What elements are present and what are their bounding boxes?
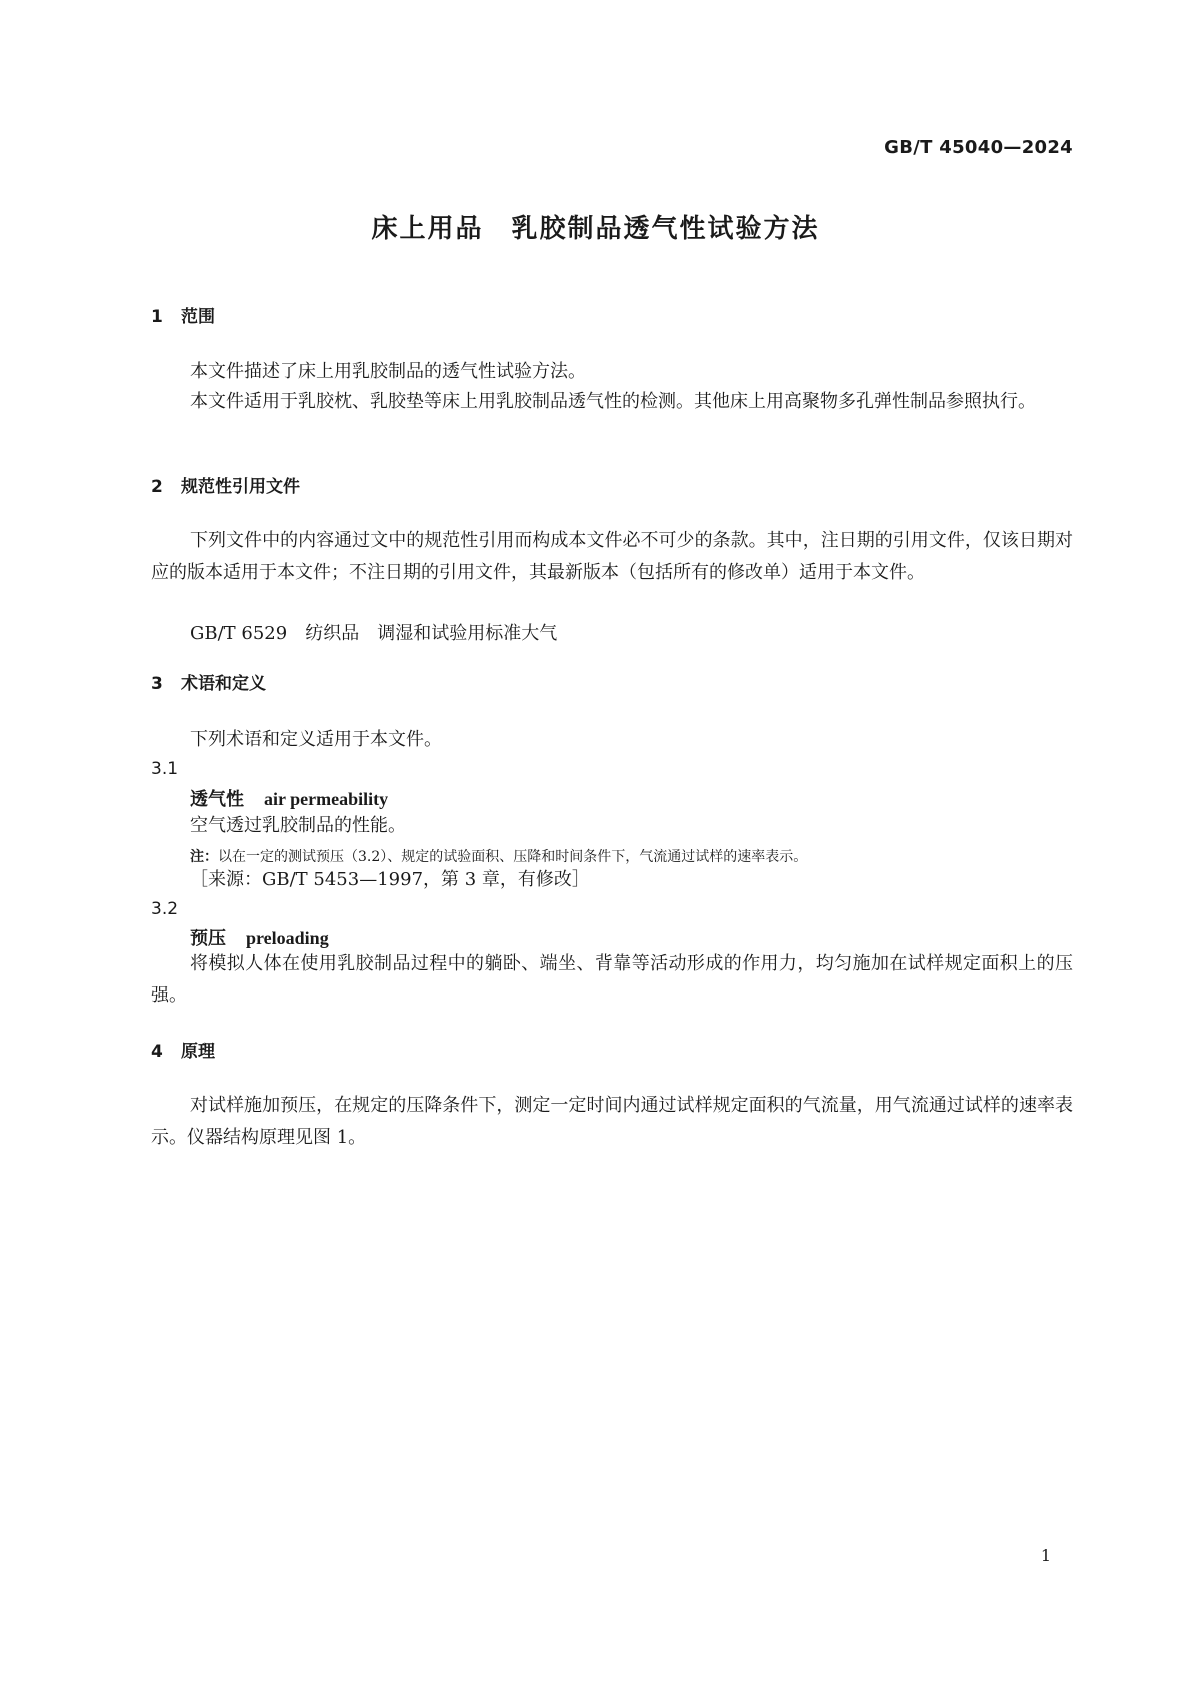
- term-3-2: [190, 924, 329, 950]
- term-3-1-definition: 空气透过乳胶制品的性能。: [190, 815, 406, 836]
- section-1-paragraph-1: 本文件描述了床上用乳胶制品的透气性试验方法。: [190, 361, 586, 382]
- term-3-2-chinese: 预压: [190, 928, 226, 949]
- term-3-2-definition: 将模拟人体在使用乳胶制品过程中的躺卧、端坐、背靠等活动形成的作用力，均匀施加在试样规定面积上的压强。: [151, 953, 1073, 1006]
- section-1-paragraph-2: 本文件适用于乳胶枕、乳胶垫等床上用乳胶制品透气性的检测。其他床上用高聚物多孔弹性制品参照执行。: [190, 391, 1036, 412]
- term-3-1-source: ［来源：GB/T 5453—1997，第 3 章，有修改］: [190, 869, 590, 890]
- note-label: 注：: [190, 849, 218, 865]
- section-3-heading: [151, 669, 266, 694]
- section-3-title: 术语和定义: [181, 674, 266, 694]
- document-title: 床上用品 乳胶制品透气性试验方法: [371, 214, 820, 244]
- section-4-paragraph-1: 对试样施加预压，在规定的压降条件下，测定一定时间内通过试样规定面积的气流量，用气流通过试样的速率表示。仪器结构原理见图 1。: [151, 1095, 1073, 1148]
- term-3-1-number: 3.1: [151, 759, 179, 779]
- section-1-title: 范围: [181, 307, 215, 327]
- section-1-heading: [151, 302, 215, 327]
- section-2-heading: [151, 472, 300, 497]
- section-2-number: 2: [151, 477, 163, 497]
- section-1-number: 1: [151, 307, 163, 327]
- section-2-title: 规范性引用文件: [181, 477, 300, 497]
- section-4-number: 4: [151, 1042, 163, 1062]
- section-2-paragraph-1: 下列文件中的内容通过文中的规范性引用而构成本文件必不可少的条款。其中，注日期的引用文件，仅该日期对应的版本适用于本文件；不注日期的引用文件，其最新版本（包括所有的修改单）适用于本文件。: [151, 530, 1073, 583]
- normative-reference-1: GB/T 6529 纺织品 调湿和试验用标准大气: [190, 623, 558, 644]
- term-3-1-english: air permeability: [264, 789, 389, 809]
- term-3-1-note: [190, 846, 807, 866]
- standard-number: GB/T 45040—2024: [884, 137, 1073, 158]
- section-3-intro: 下列术语和定义适用于本文件。: [190, 729, 442, 750]
- note-text: 以在一定的测试预压（3.2）、规定的试验面积、压降和时间条件下，气流通过试样的速率表示。: [218, 849, 808, 865]
- term-3-2-number: 3.2: [151, 899, 179, 919]
- section-4-title: 原理: [181, 1042, 215, 1062]
- term-3-1-chinese: 透气性: [190, 789, 244, 810]
- section-4-heading: [151, 1037, 215, 1062]
- page-number: 1: [1040, 1546, 1051, 1565]
- term-3-2-english: preloading: [246, 928, 329, 948]
- section-3-number: 3: [151, 674, 163, 694]
- term-3-1: [190, 785, 388, 811]
